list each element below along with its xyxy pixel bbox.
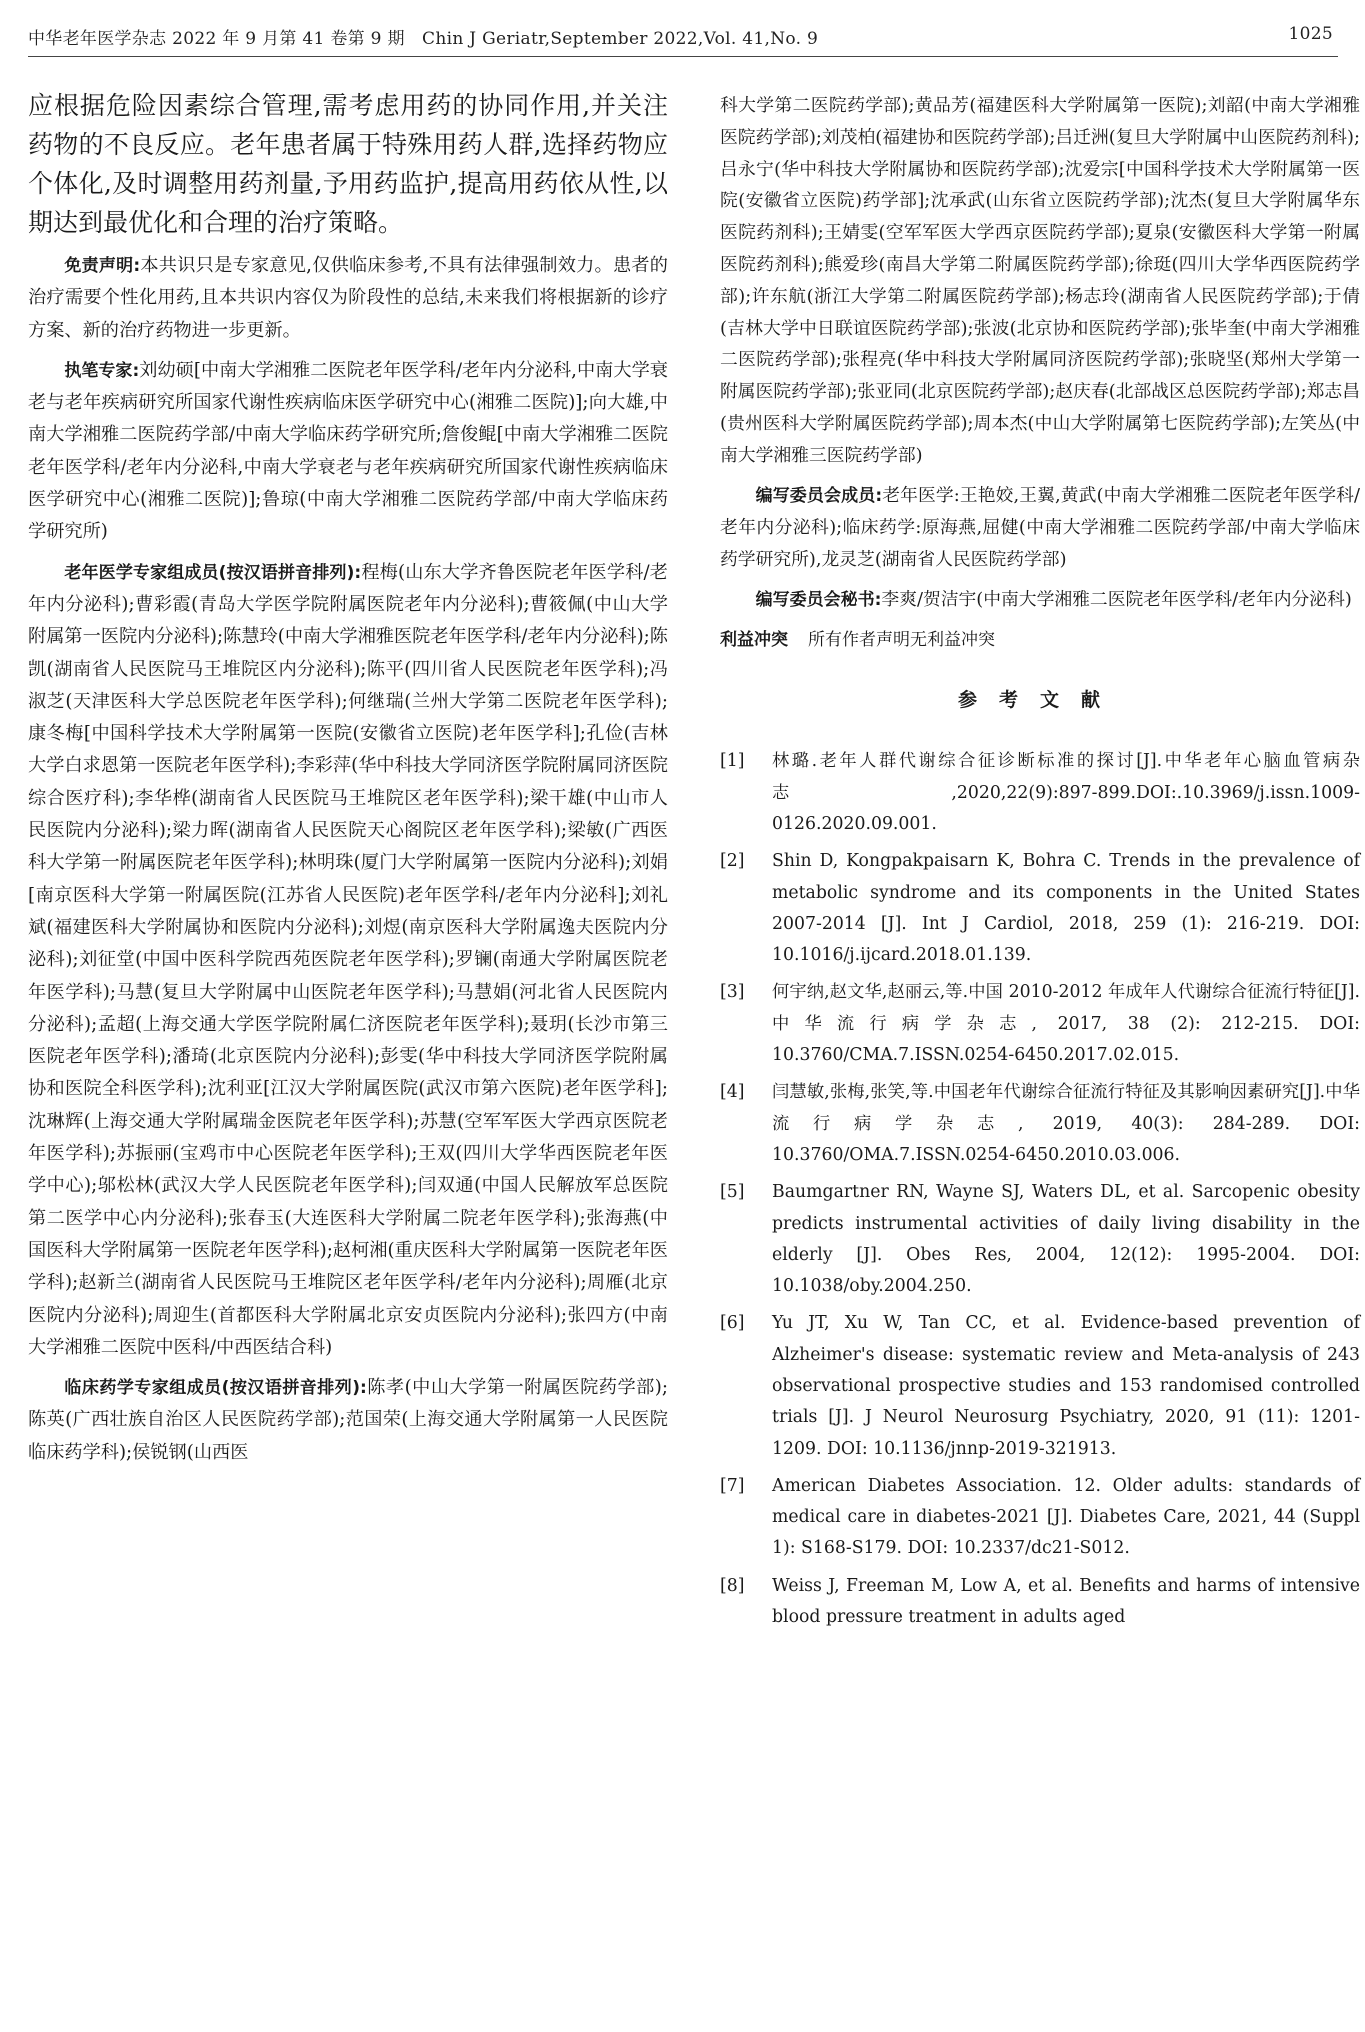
writers-heading: 执笔专家: [64, 360, 140, 381]
pharmacy-experts-heading: 临床药学专家组成员(按汉语拼音排列): [64, 1378, 367, 1399]
reference-number: [2] [720, 851, 745, 872]
conflict-of-interest [720, 625, 1360, 657]
secretary-heading: 编写委员会秘书: [755, 589, 882, 610]
reference-text: American Diabetes Association. 12. Older adults: standards of medical care in diabetes-2021 [J]. Diabetes Care, 2021, 44 (Suppl 1): S168-S179. DOI: 10.2337/dc21-S012. [772, 1475, 1360, 1559]
pharmacy-experts-continued: 科大学第二医院药学部);黄品芳(福建医科大学附属第一医院);刘韶(中南大学湘雅医院药学部);刘茂柏(福建协和医院药学部);吕迁洲(复旦大学附属中山医院药剂科);吕永宁(华中科技大学附属协和医院药学部);沈爱宗[中国科学技术大学附属第一医院(安徽省立医院)药学部];沈承武(山东省立医院药学部);沈杰(复旦大学附属华东医院药剂科);王婧雯(空军军医大学西京医院药学部);夏泉(安徽医科大学第一附属医院药剂科);熊爱珍(南昌大学第二附属医院药学部);徐珽(四川大学华西医院药学部);许东航(浙江大学第二附属医院药学部);杨志玲(湖南省人民医院药学部);于倩(吉林大学中日联谊医院药学部);张波(北京协和医院药学部);张毕奎(中南大学湘雅二医院药学部);张程亮(华中科技大学附属同济医院药学部);张晓坚(郑州大学第一附属医院药学部);张亚同(北京医院药学部);赵庆春(北部战区总医院药学部);郑志昌(贵州医科大学附属医院药学部);周本杰(中山大学附属第七医院药学部);左笑丛(中南大学湘雅三医院药学部) [720, 95, 1360, 466]
pharmacy-experts-text: 陈孝(中山大学第一附属医院药学部);陈英(广西壮族自治区人民医院药学部);范国荣(上海交通大学附属第一人民医院临床药学科);侯锐钢(山西医 [28, 1377, 668, 1463]
committee-heading: 编写委员会成员: [755, 485, 883, 506]
reference-item [720, 977, 1360, 1071]
reference-text: Baumgartner RN, Wayne SJ, Waters DL, et al. Sarcopenic obesity predicts instrumental activities of daily living disability in the elderly [J]. Obes Res, 2004, 12(12): 1995-2004. DOI: 10.1038/oby.2004.250. [772, 1182, 1360, 1297]
disclaimer-heading: 免责声明: [64, 256, 141, 276]
running-header [28, 24, 1333, 49]
reference-item [720, 1177, 1360, 1302]
reference-number: [6] [720, 1313, 745, 1334]
committee-text: 老年医学:王艳姣,王翼,黄武(中南大学湘雅二医院老年医学科/老年内分泌科);临床药学:原海燕,屈健(中南大学湘雅二医院药学部/中南大学临床药学研究所),龙灵芝(湖南省人民医院药学部) [720, 484, 1360, 571]
reference-item [720, 1471, 1360, 1565]
committee-paragraph [720, 480, 1360, 576]
disclaimer-paragraph [28, 250, 668, 347]
secretary-paragraph [720, 584, 1360, 617]
reference-number: [7] [720, 1475, 745, 1496]
reference-text: Yu JT, Xu W, Tan CC, et al. Evidence-based prevention of Alzheimer's disease: systematic review and Meta-analysis of 243 observational prospective studies and 153 randomised controlled trials [J]. J Neurol Neurosurg Psychiatry, 2020, 91 (11): 1201-1209. DOI: 10.1136/jnnp-2019-321913. [772, 1313, 1360, 1459]
reference-number: [3] [720, 982, 745, 1003]
writers-paragraph [28, 355, 668, 549]
reference-text: Shin D, Kongpakpaisarn K, Bohra C. Trends in the prevalence of metabolic syndrome and its components in the United States 2007-2014 [J]. Int J Cardiol, 2018, 259 (1): 216-219. DOI: 10.1016/j.ijcard.2018.01.139. [772, 851, 1360, 966]
geriatric-experts-heading: 老年医学专家组成员(按汉语拼音排列): [64, 562, 362, 583]
reference-number: [1] [720, 751, 745, 772]
disclaimer-text: 本共识只是专家意见,仅供临床参考,不具有法律强制效力。患者的治疗需要个性化用药,且本共识内容仅为阶段性的总结,未来我们将根据新的诊疗方案、新的治疗药物进一步更新。 [28, 255, 668, 341]
reference-text: 林璐.老年人群代谢综合征诊断标准的探讨[J].中华老年心脑血管病杂志,2020,22(9):897-899.DOI:.10.3969/j.issn.1009-0126.2020.09.001. [772, 751, 1360, 834]
right-column [720, 90, 1360, 1639]
geriatric-experts-paragraph [28, 557, 668, 1364]
conflict-heading: 利益冲突 [720, 629, 788, 650]
references-title: 参考文献 [957, 688, 1122, 711]
reference-item [720, 846, 1360, 971]
page-number: 1025 [1288, 24, 1333, 44]
pharmacy-experts-paragraph [28, 1372, 668, 1469]
journal-citation-line: 中华老年医学杂志 2022 年 9 月第 41 卷第 9 期 Chin J Geriatr,September 2022,Vol. 41,No. 9 [28, 29, 819, 49]
header-rule [28, 56, 1338, 57]
geriatric-experts-text: 程梅(山东大学齐鲁医院老年医学科/老年内分泌科);曹彩霞(青岛大学医学院附属医院老年内分泌科);曹筱佩(中山大学附属第一医院内分泌科);陈慧玲(中南大学湘雅医院老年医学科/老年内分泌科);陈凯(湖南省人民医院马王堆院区内分泌科);陈平(四川省人民医院老年医学科);冯淑芝(天津医科大学总医院老年医学科);何继瑞(兰州大学第二医院老年医学科);康冬梅[中国科学技术大学附属第一医院(安徽省立医院)老年医学科];孔俭(吉林大学白求恩第一医院老年医学科);李彩萍(华中科技大学同济医学院附属同济医院综合医疗科);李华桦(湖南省人民医院马王堆院区老年医学科);梁干雄(中山市人民医院内分泌科);梁力晖(湖南省人民医院天心阁院区老年医学科);梁敏(广西医科大学第一附属医院老年医学科);林明珠(厦门大学附属第一医院内分泌科);刘娟[南京医科大学第一附属医院(江苏省人民医院)老年医学科/老年内分泌科];刘礼斌(福建医科大学附属协和医院内分泌科);刘煜(南京医科大学附属逸夫医院内分泌科);刘征堂(中国中医科学院西苑医院老年医学科);罗镧(南通大学附属医院老年医学科);马慧(复旦大学附属中山医院老年医学科);马慧娟(河北省人民医院内分泌科);孟超(上海交通大学医学院附属仁济医院老年医学科);聂玥(长沙市第三医院老年医学科);潘琦(北京医院内分泌科);彭雯(华中科技大学同济医学院附属协和医院全科医学科);沈利亚[江汉大学附属医院(武汉市第六医院)老年医学科];沈琳辉(上海交通大学附属瑞金医院老年医学科);苏慧(空军军医大学西京医院老年医学科);苏振丽(宝鸡市中心医院老年医学科);王双(四川大学华西医院老年医学中心);邬松林(武汉大学人民医院老年医学科);闫双通(中国人民解放军总医院第二医学中心内分泌科);张春玉(大连医科大学附属二院老年医学科);张海燕(中国医科大学附属第一医院老年医学科);赵柯湘(重庆医科大学附属第一医院老年医学科);赵新兰(湖南省人民医院马王堆院区老年医学科/老年内分泌科);周雁(北京医院内分泌科);周迎生(首都医科大学附属北京安贞医院内分泌科);张四方(中南大学湘雅二医院中医科/中西医结合科) [28, 561, 668, 1358]
reference-item [720, 1571, 1360, 1634]
reference-item [720, 1077, 1360, 1171]
reference-item [720, 1308, 1360, 1464]
reference-number: [8] [720, 1575, 745, 1596]
conflict-text: 所有作者声明无利益冲突 [808, 629, 995, 650]
reference-number: [5] [720, 1182, 745, 1203]
reference-text: 何宇纳,赵文华,赵丽云,等.中国 2010-2012 年成年人代谢综合征流行特征[J].中华流行病学杂志, 2017, 38 (2): 212-215. DOI: 10.3760/CMA.7.ISSN.0254-6450.2017.02.015. [772, 982, 1360, 1066]
reference-list [720, 746, 1360, 1633]
secretary-text: 李爽/贺洁宇(中南大学湘雅二医院老年医学科/老年内分泌科) [881, 588, 1352, 610]
writers-text: 刘幼硕[中南大学湘雅二医院老年医学科/老年内分泌科,中南大学衰老与老年疾病研究所国家代谢性疾病临床医学研究中心(湘雅二医院)];向大雄,中南大学湘雅二医院药学部/中南大学临床药学研究所;詹俊鲲[中南大学湘雅二医院老年医学科/老年内分泌科,中南大学衰老与老年疾病研究所国家代谢性疾病临床医学研究中心(湘雅二医院)];鲁琼(中南大学湘雅二医院药学部/中南大学临床药学研究所) [28, 359, 668, 543]
reference-text: Weiss J, Freeman M, Low A, et al. Benefits and harms of intensive blood pressure treatment in adults aged [772, 1575, 1360, 1628]
reference-number: [4] [720, 1082, 745, 1103]
reference-item [720, 746, 1360, 840]
reference-text: 闫慧敏,张梅,张笑,等.中国老年代谢综合征流行特征及其影响因素研究[J].中华流行病学杂志, 2019, 40(3): 284-289. DOI: 10.3760/OMA.7.ISSN.0254-6450.2010.03.006. [772, 1082, 1360, 1165]
intro-paragraph: 应根据危险因素综合管理,需考虑用药的协同作用,并关注药物的不良反应。老年患者属于特殊用药人群,选择药物应个体化,及时调整用药剂量,予用药监护,提高用药依从性,以期达到最优化和合理的治疗策略。 [28, 91, 668, 237]
left-column [28, 86, 668, 1477]
